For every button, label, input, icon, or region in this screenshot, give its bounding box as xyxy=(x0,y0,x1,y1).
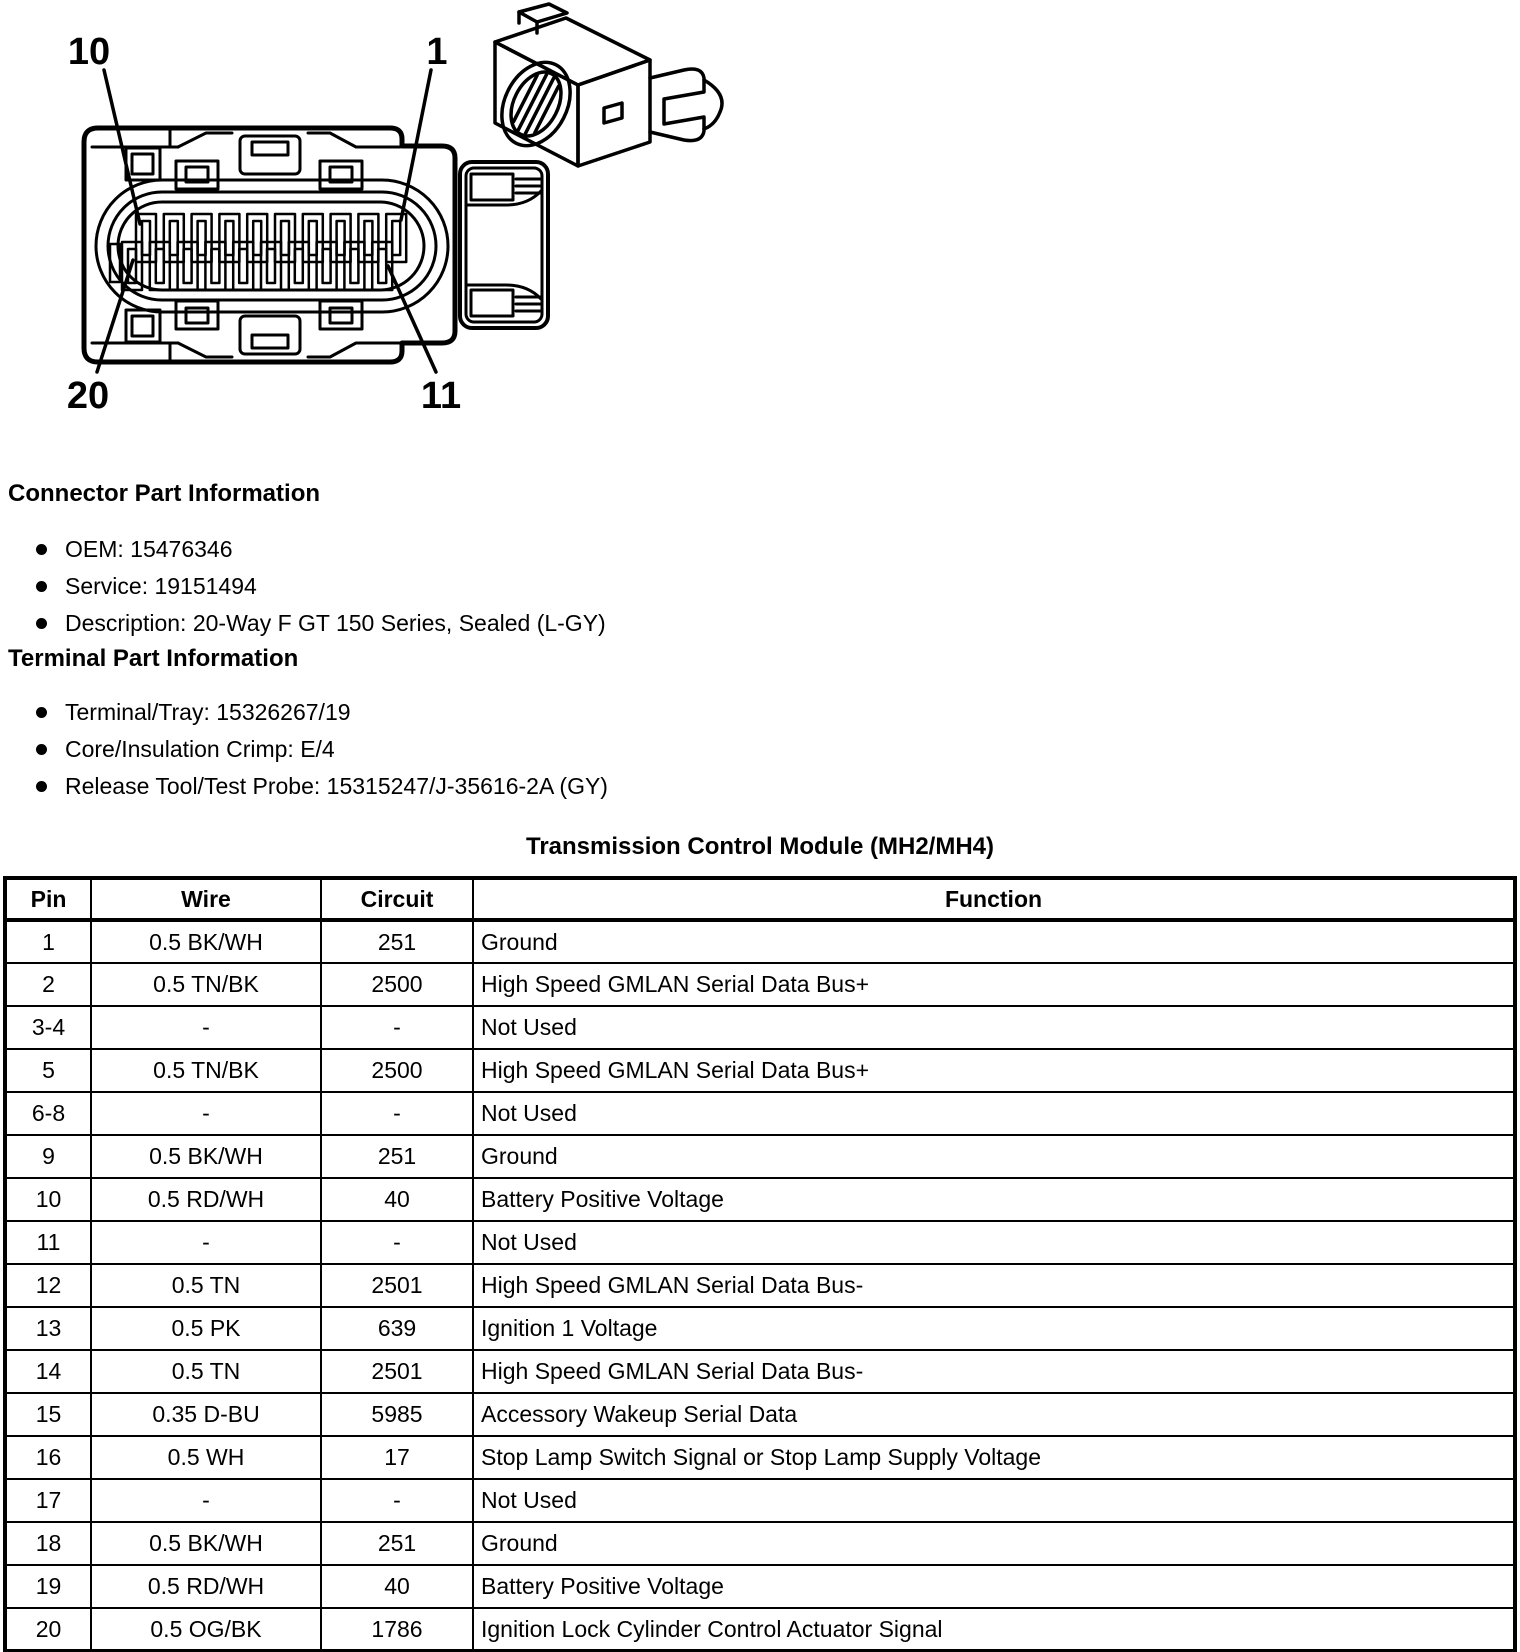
terminal-slot xyxy=(205,242,225,290)
pinout-table xyxy=(3,876,1517,1652)
terminal-slot xyxy=(247,214,267,262)
cell-function: Battery Positive Voltage xyxy=(473,1178,1515,1221)
cell-wire: - xyxy=(91,1479,321,1522)
terminal-slot xyxy=(303,214,323,262)
cell-pin: 14 xyxy=(5,1350,91,1393)
cell-pin: 6-8 xyxy=(5,1092,91,1135)
table-row xyxy=(5,1522,1515,1565)
cell-wire: 0.35 D-BU xyxy=(91,1393,321,1436)
cell-circuit: 639 xyxy=(321,1307,473,1350)
table-row xyxy=(5,1307,1515,1350)
table-row xyxy=(5,1565,1515,1608)
cell-pin: 5 xyxy=(5,1049,91,1092)
cell-circuit: 251 xyxy=(321,1135,473,1178)
cell-wire: 0.5 TN/BK xyxy=(91,1049,321,1092)
cell-circuit: - xyxy=(321,1092,473,1135)
terminal-slot xyxy=(219,214,239,262)
cell-wire: 0.5 TN/BK xyxy=(91,963,321,1006)
cell-function: Stop Lamp Switch Signal or Stop Lamp Supply Voltage xyxy=(473,1436,1515,1479)
column-header-wire: Wire xyxy=(91,878,321,920)
connector-front-view xyxy=(84,70,548,372)
cell-function: Battery Positive Voltage xyxy=(473,1565,1515,1608)
terminal-slot xyxy=(344,242,364,290)
cell-function: High Speed GMLAN Serial Data Bus+ xyxy=(473,963,1515,1006)
terminal-info-item: Release Tool/Test Probe: 15315247/J-35616-2A (GY) xyxy=(0,768,608,805)
terminal-slot xyxy=(192,214,212,262)
cell-circuit: 2501 xyxy=(321,1264,473,1307)
cell-wire: 0.5 TN xyxy=(91,1264,321,1307)
cell-pin: 11 xyxy=(5,1221,91,1264)
cell-wire: - xyxy=(91,1006,321,1049)
cell-pin: 17 xyxy=(5,1479,91,1522)
terminal-info-list xyxy=(0,694,608,805)
cell-function: Ignition Lock Cylinder Control Actuator Signal xyxy=(473,1608,1515,1651)
cell-function: Not Used xyxy=(473,1006,1515,1049)
cell-function: High Speed GMLAN Serial Data Bus+ xyxy=(473,1049,1515,1092)
cell-wire: 0.5 BK/WH xyxy=(91,1522,321,1565)
table-row xyxy=(5,963,1515,1006)
terminal-slot xyxy=(164,214,184,262)
table-row xyxy=(5,1049,1515,1092)
connector-info-item: OEM: 15476346 xyxy=(0,531,606,568)
cell-wire: 0.5 RD/WH xyxy=(91,1565,321,1608)
terminal-slot xyxy=(150,242,170,290)
pin-label-11: 11 xyxy=(420,375,462,417)
table-title: Transmission Control Module (MH2/MH4) xyxy=(525,833,995,860)
terminal-info-item: Core/Insulation Crimp: E/4 xyxy=(0,731,608,768)
cell-wire: 0.5 BK/WH xyxy=(91,920,321,963)
cell-function: Not Used xyxy=(473,1479,1515,1522)
cell-circuit: 2500 xyxy=(321,963,473,1006)
table-row xyxy=(5,1006,1515,1049)
connector-info-list xyxy=(0,531,606,642)
cell-function: Ground xyxy=(473,920,1515,963)
column-header-pin: Pin xyxy=(5,878,91,920)
table-row xyxy=(5,1221,1515,1264)
connector-info-heading: Connector Part Information xyxy=(8,480,321,507)
table-row xyxy=(5,920,1515,963)
cell-function: Accessory Wakeup Serial Data xyxy=(473,1393,1515,1436)
cell-pin: 20 xyxy=(5,1608,91,1651)
table-row xyxy=(5,1135,1515,1178)
cell-function: Not Used xyxy=(473,1221,1515,1264)
cell-pin: 15 xyxy=(5,1393,91,1436)
cell-function: Ground xyxy=(473,1522,1515,1565)
column-header-function: Function xyxy=(473,878,1515,920)
leader-line-11 xyxy=(388,266,436,372)
connector-isometric-view xyxy=(488,4,722,166)
cell-wire: - xyxy=(91,1092,321,1135)
terminal-info-item: Terminal/Tray: 15326267/19 xyxy=(0,694,608,731)
terminal-info-heading: Terminal Part Information xyxy=(8,645,299,672)
connector-info-item: Service: 19151494 xyxy=(0,568,606,605)
table-row xyxy=(5,1608,1515,1651)
pinout-table-body xyxy=(5,920,1515,1651)
table-row xyxy=(5,1393,1515,1436)
terminal-slot xyxy=(317,242,337,290)
terminal-slot xyxy=(261,242,281,290)
cell-circuit: 1786 xyxy=(321,1608,473,1651)
terminal-slot xyxy=(178,242,198,290)
cell-wire: 0.5 RD/WH xyxy=(91,1178,321,1221)
cell-circuit: 251 xyxy=(321,920,473,963)
cell-wire: 0.5 BK/WH xyxy=(91,1135,321,1178)
cell-circuit: 2501 xyxy=(321,1350,473,1393)
cell-pin: 16 xyxy=(5,1436,91,1479)
cell-pin: 19 xyxy=(5,1565,91,1608)
cell-circuit: - xyxy=(321,1006,473,1049)
table-header-row xyxy=(5,878,1515,920)
cell-circuit: - xyxy=(321,1221,473,1264)
cell-circuit: 17 xyxy=(321,1436,473,1479)
connector-lock xyxy=(460,162,548,328)
cell-function: High Speed GMLAN Serial Data Bus- xyxy=(473,1350,1515,1393)
terminal-slot xyxy=(289,242,309,290)
connector-info-item: Description: 20-Way F GT 150 Series, Sealed (L-GY) xyxy=(0,605,606,642)
cell-pin: 13 xyxy=(5,1307,91,1350)
cell-wire: - xyxy=(91,1221,321,1264)
terminal-slot xyxy=(386,214,406,262)
terminal-slot xyxy=(358,214,378,262)
terminal-cavities xyxy=(122,214,406,290)
table-row xyxy=(5,1092,1515,1135)
cell-circuit: 2500 xyxy=(321,1049,473,1092)
cell-wire: 0.5 TN xyxy=(91,1350,321,1393)
cell-function: Ground xyxy=(473,1135,1515,1178)
cell-function: Not Used xyxy=(473,1092,1515,1135)
cell-pin: 18 xyxy=(5,1522,91,1565)
pin-label-10: 10 xyxy=(67,31,111,73)
cell-wire: 0.5 WH xyxy=(91,1436,321,1479)
terminal-slot xyxy=(275,214,295,262)
cell-pin: 2 xyxy=(5,963,91,1006)
cell-circuit: 251 xyxy=(321,1522,473,1565)
cell-pin: 3-4 xyxy=(5,1006,91,1049)
cell-circuit: 40 xyxy=(321,1565,473,1608)
cell-function: High Speed GMLAN Serial Data Bus- xyxy=(473,1264,1515,1307)
terminal-slot xyxy=(331,214,351,262)
table-row xyxy=(5,1350,1515,1393)
table-row xyxy=(5,1479,1515,1522)
pin-label-1: 1 xyxy=(426,31,448,73)
pin-label-20: 20 xyxy=(66,375,110,417)
terminal-slot xyxy=(233,242,253,290)
table-row xyxy=(5,1436,1515,1479)
cell-circuit: 5985 xyxy=(321,1393,473,1436)
cell-pin: 1 xyxy=(5,920,91,963)
cell-function: Ignition 1 Voltage xyxy=(473,1307,1515,1350)
cell-circuit: - xyxy=(321,1479,473,1522)
cell-circuit: 40 xyxy=(321,1178,473,1221)
cell-pin: 9 xyxy=(5,1135,91,1178)
table-row xyxy=(5,1264,1515,1307)
cell-wire: 0.5 OG/BK xyxy=(91,1608,321,1651)
cell-pin: 12 xyxy=(5,1264,91,1307)
cell-pin: 10 xyxy=(5,1178,91,1221)
column-header-circuit: Circuit xyxy=(321,878,473,920)
table-row xyxy=(5,1178,1515,1221)
connector-diagram xyxy=(0,0,760,450)
cell-wire: 0.5 PK xyxy=(91,1307,321,1350)
